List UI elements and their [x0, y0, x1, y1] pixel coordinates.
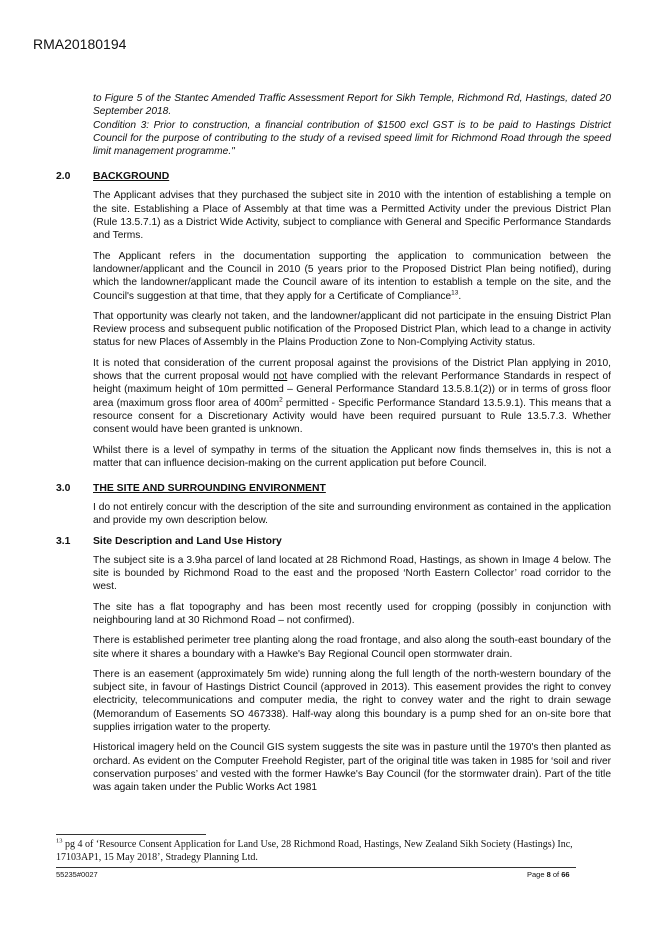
- page-body: [56, 92, 611, 794]
- quoted-conditions: [93, 92, 611, 158]
- site-description-paragraph-1: The subject site is a 3.9ha parcel of land located at 28 Richmond Road, Hastings, as shown in Image 4 below. The site is bounded by Richmond Road to the east and the proposed ‘North Eastern Collector’ road corridor to the west.: [93, 554, 611, 593]
- current-page: 8: [546, 870, 551, 879]
- footnote-divider: [56, 834, 206, 835]
- footnote: [56, 838, 616, 864]
- paragraph-text: have complied with the relevant Performance Standards in respect of height (maximum height of 10m permitted – General Performance Standard 13.5.8.1(2)) or in terms of gross floor area (maximum gross floor area of 400m: [93, 371, 611, 409]
- total-pages: 66: [561, 870, 570, 879]
- site-description-paragraph-4: There is an easement (approximately 5m wide) running along the full length of the north-western boundary of the subject site, in favour of Hastings District Council (approved in 2013). This easement provides the right to convey electricity, telecommunications and computer media, the right to convey water and the right to drain sewage (Memorandum of Easements SO 467338). Half-way along this boundary is a pump shed for an on-site bore that supplies irrigation water to the property.: [93, 668, 611, 733]
- paragraph-text: It is noted that consideration of the current proposal against the provisions of the District Plan applying in 2010, shows that the current proposal would: [93, 357, 611, 383]
- footer-divider: [56, 867, 576, 868]
- quote-paragraph: to Figure 5 of the Stantec Amended Traffic Assessment Report for Sikh Temple, Richmond Rd, Hastings, dated 20 September 2018.: [93, 93, 611, 118]
- paragraph-text: The Applicant refers in the documentation supporting the application to communication between the landowner/applicant and the Council in 2010 (5 years prior to the Proposed District Plan being notified), during which the landowner/applicant made the Council aware of its intention to establish a temple on the site, and the Council's suggestion at that time, that they apply for a Certificate of Compliance: [93, 250, 611, 302]
- section-heading-site: [56, 483, 611, 494]
- background-paragraph-4: [93, 357, 611, 437]
- document-number: 55235#0027: [56, 870, 98, 879]
- section-number: 3.0: [56, 483, 71, 495]
- background-paragraph-3: That opportunity was clearly not taken, and the landowner/applicant did not participate in the ensuing District Plan Review process and subsequent public notification of the Proposed District Plan, which lead to a change in activity status for new Places of Assembly in the Plains Production Zone to Non-Complying Activity status.: [93, 310, 611, 349]
- background-paragraph-2: [93, 250, 611, 303]
- page-label: Page: [527, 870, 547, 879]
- site-intro: [93, 501, 611, 528]
- condition-3-paragraph: Condition 3: Prior to construction, a financial contribution of $1500 excl GST is to be paid to Hastings District Council for the purpose of contributing to the study of a revised speed limit for Richmond Road through the speed limit management programme.": [93, 119, 611, 158]
- footnote-mark: 13: [56, 837, 63, 845]
- site-paragraph-1: I do not entirely concur with the description of the site and surrounding environment as contained in the application and provide my own description below.: [93, 502, 611, 527]
- footnote-text: pg 4 of ‘Resource Consent Application for Land Use, 28 Richmond Road, Hastings, New Zealand Sikh Society (Hastings) Inc, 17103AP1, 15 May 2018’, Stradegy Planning Ltd.: [56, 839, 573, 863]
- site-description-paragraph-2: The site has a flat topography and has been most recently used for cropping (possibly in conjunction with neighbouring land at 30 Richmond Road – not confirmed).: [93, 601, 611, 626]
- background-paragraph-5: Whilst there is a level of sympathy in terms of the situation the Applicant now finds themselves in, this is not a matter that can influence decision-making on the current application put before Council.: [93, 444, 611, 469]
- section-title: Site Description and Land Use History: [93, 535, 282, 547]
- section-title: THE SITE AND SURROUNDING ENVIRONMENT: [93, 483, 326, 495]
- emphasis-not: not: [273, 371, 288, 383]
- document-reference: RMA20180194: [33, 36, 127, 52]
- section-heading-background: [56, 171, 611, 182]
- site-description-paragraph-3: There is established perimeter tree planting along the road frontage, and also along the south-east boundary of the site where it shares a boundary with a Hawke's Bay Regional Council open stormwater drain.: [93, 635, 611, 660]
- paragraph-end: .: [458, 290, 462, 302]
- section-number: 3.1: [56, 535, 71, 547]
- site-description-section: [93, 554, 611, 795]
- section-number: 2.0: [56, 171, 71, 183]
- section-title: BACKGROUND: [93, 171, 170, 183]
- page-of: of: [550, 870, 562, 879]
- subsection-heading-site-description: [56, 536, 611, 547]
- site-description-paragraph-5: Historical imagery held on the Council GIS system suggests the site was in pasture until the 1970's then planted as orchard. As evident on the Computer Freehold Register, part of the original title was taken in 1985 for ‘soil and river conservation purposes’ and vested with the former Hawke's Bay Council (for the stormwater drain). Part of the title was again taken under the Public Works Act 1981: [93, 742, 611, 794]
- background-section: [93, 189, 611, 470]
- page-number: [527, 870, 570, 879]
- paragraph-text: permitted - Specific Performance Standard 13.5.9.1). This means that a resource consent for a Discretionary Activity would have been required pursuant to Rule 13.5.7.3. Whether consent would have been granted is unknown.: [93, 397, 612, 436]
- footnote-ref: 13: [451, 289, 459, 297]
- superscript: 2: [279, 396, 283, 404]
- background-paragraph-1: The Applicant advises that they purchased the subject site in 2010 with the intention of establishing a temple on the site. Establishing a Place of Assembly at that time was a Permitted Activity under the previous District Plan (Rule 13.5.7.1) as a District Wide Activity, subject to compliance with General and Specific Performance Standards and Terms.: [93, 190, 611, 242]
